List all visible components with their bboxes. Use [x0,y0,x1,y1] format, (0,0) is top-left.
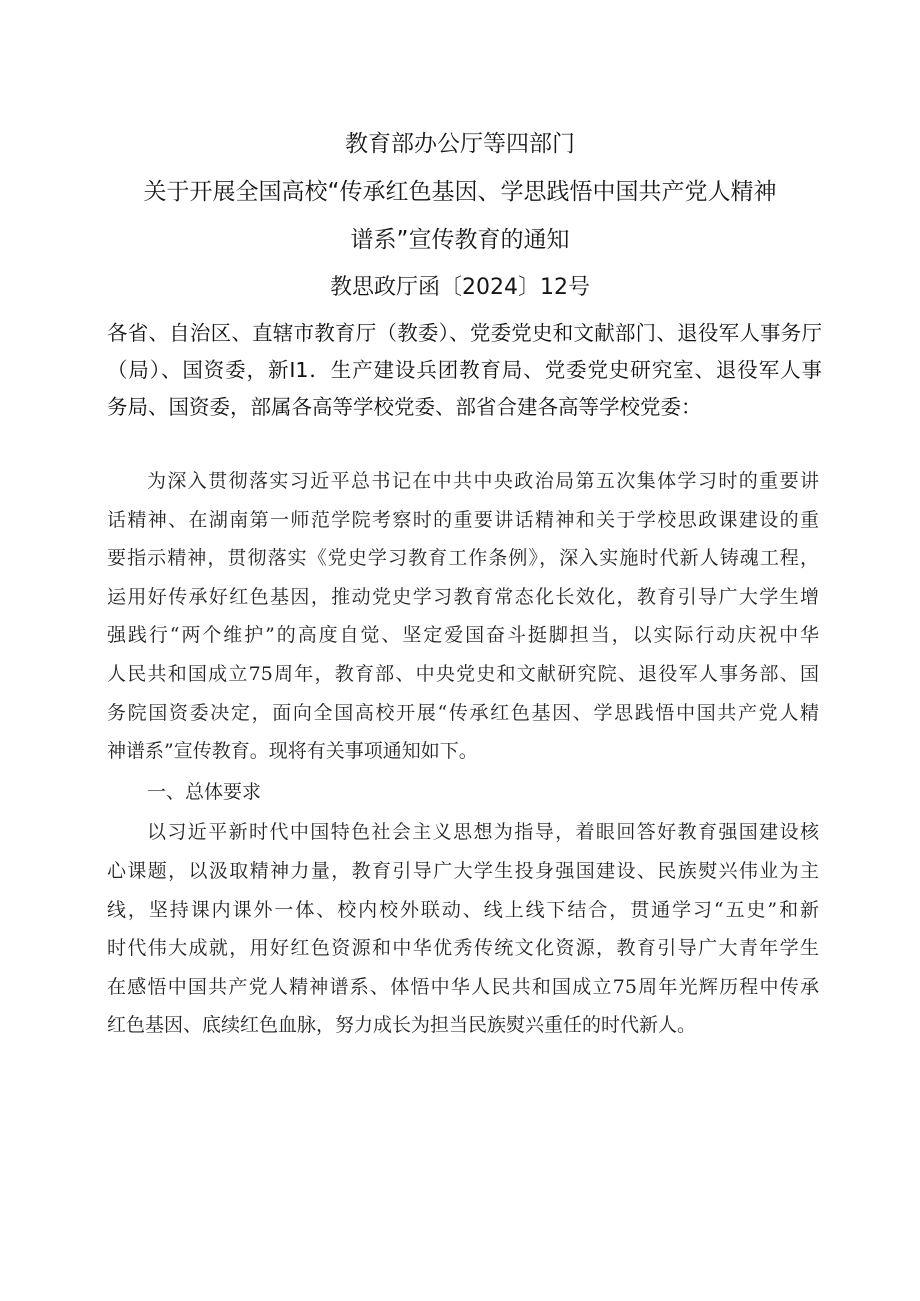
paragraph-1-line-3: 要指示精神，贯彻落实《党史学习教育工作条例》，深入实施时代新人铸魂工程， [107,547,819,570]
section-heading: 一、总体要求 [147,780,262,803]
paragraph-1-line-8: 神谱系”宣传教育。现将有关事项通知如下。 [107,740,478,763]
paragraph-2-line-4: 时代伟大成就，用好红色资源和中华优秀传统文化资源，教育引导广大青年学生 [107,937,819,960]
paragraph-1-line-2: 话精神、在湖南第一师范学院考察时的重要讲话精神和关于学校思政课建设的重 [107,508,819,531]
addressee-line-1: 各省、自治区、直辖市教育厅（教委）、党委党史和文献部门、退役军人事务厅 [107,321,822,345]
paragraph-general-requirements [107,813,819,1045]
paragraph-1-line-7: 务院国资委决定，面向全国高校开展“传承红色基因、学思践悟中国共产党人精 [107,701,819,724]
paragraph-2-line-6: 红色基因、底续红色血脉，努力成长为担当民族熨兴重任的时代新人。 [107,1014,697,1037]
title-line-1: 教育部办公厅等四部门 [345,131,575,157]
body-text [107,462,819,1045]
document-number: 教思政厅函〔2024〕12号 [330,275,590,300]
paragraph-2-line-5: 在感悟中国共产党人精神谱系、体悟中华人民共和国成立75周年光辉历程中传承 [107,975,819,998]
addressee-line-2: （局）、国资委，新I1．生产建设兵团教育局、党委党史研究室、退役军人事 [107,358,822,382]
paragraph-intro [107,462,819,771]
paragraph-1-line-6: 人民共和国成立75周年，教育部、中央党史和文献研究院、退役军人事务部、国 [107,662,819,685]
paragraph-1-line-5: 强践行“两个维护”的高度自觉、坚定爱国奋斗挺脚担当，以实际行动庆祝中华 [107,624,819,647]
addressee-block [107,315,822,426]
addressee-line-3: 务局、国资委，部属各高等学校党委、部省合建各高等学校党委： [107,395,702,419]
paragraph-2-line-3: 线，坚持课内课外一体、校内校外联动、线上线下结合，贯通学习“五史”和新 [107,898,819,921]
paragraph-2-line-1: 以习近平新时代中国特色社会主义思想为指导，着眼回答好教育强国建设核 [147,821,819,844]
paragraph-1-line-4: 运用好传承好红色基因，推动党史学习教育常态化长效化，教育引导广大学生增 [107,585,819,608]
paragraph-2-line-2: 心课题，以汲取精神力量，教育引导广大学生投身强国建设、民族熨兴伟业为主 [107,859,819,882]
paragraph-1-line-1: 为深入贯彻落实习近平总书记在中共中央政治局第五次集体学习时的重要讲 [147,470,819,492]
title-line-3: 谱系”宣传教育的通知 [350,227,570,253]
title-line-2: 关于开展全国高校“传承红色基因、学思践悟中国共产党人精神 [143,179,777,205]
document-title-block [0,120,920,312]
